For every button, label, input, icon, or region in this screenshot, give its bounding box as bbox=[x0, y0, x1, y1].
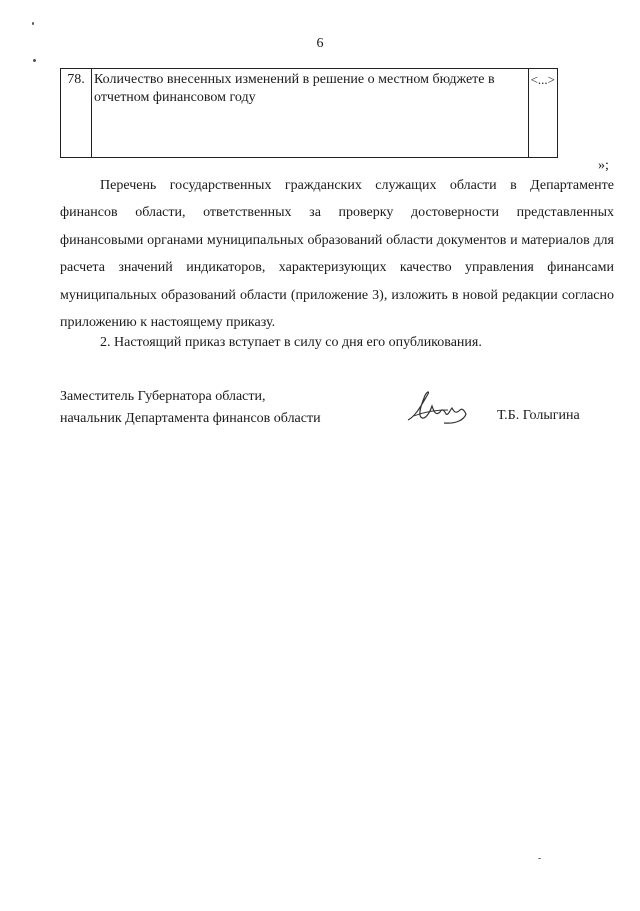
signature-position bbox=[60, 386, 321, 430]
scan-speck bbox=[538, 858, 541, 859]
handwritten-signature bbox=[404, 386, 474, 428]
row-text-cell: Количество внесенных изменений в решение о местном бюджете в отчетном финансовом году bbox=[92, 69, 529, 158]
paragraph-effective-date: 2. Настоящий приказ вступает в силу со дня его опубликования. bbox=[100, 335, 482, 350]
scan-speck bbox=[32, 22, 34, 25]
signer-name: Т.Б. Голыгина bbox=[497, 408, 580, 423]
row-value-cell: <...> bbox=[528, 69, 557, 158]
paragraph-staff-list: Перечень государственных гражданских служащих области в Департаменте финансов области, ответственных за проверку достоверности представленных финансовыми органами муниципальных образований области документов и материалов для расчета значений индикаторов, характеризующих качество управления финансами муниципальных образований области (приложение 3), изложить в новой редакции согласно приложению к настоящему приказу. bbox=[60, 178, 614, 331]
page-number: 6 bbox=[316, 36, 324, 51]
scan-speck bbox=[33, 59, 36, 62]
table-row bbox=[61, 69, 558, 158]
indicator-table bbox=[60, 68, 558, 158]
row-number-cell: 78. bbox=[61, 69, 92, 158]
closing-quote: »; bbox=[598, 158, 609, 173]
position-line-1: Заместитель Губернатора области, bbox=[60, 389, 266, 404]
position-line-2: начальник Департамента финансов области bbox=[60, 411, 321, 426]
